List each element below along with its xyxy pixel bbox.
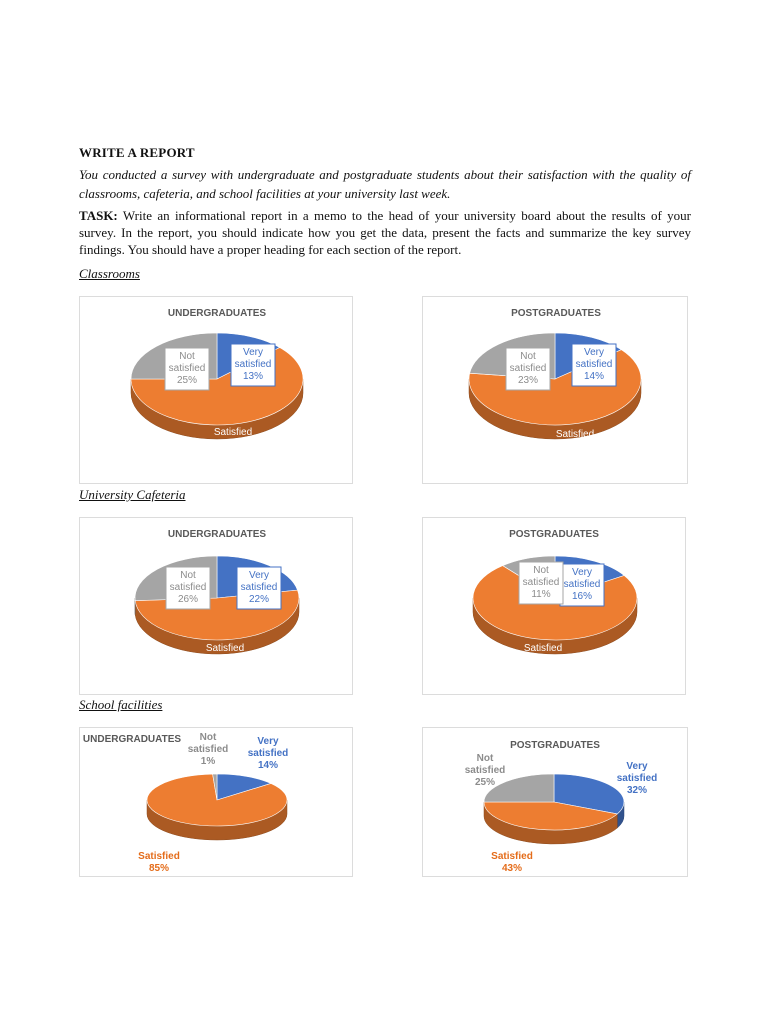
data-label-line: Very xyxy=(248,570,270,581)
data-label-not-satisfied xyxy=(165,348,209,390)
data-label-line: satisfied xyxy=(464,765,506,776)
data-label-satisfied xyxy=(491,851,533,874)
data-label-line: satisfied xyxy=(522,577,560,588)
data-label-line: Satisfied xyxy=(491,851,533,862)
data-label-very-satisfied xyxy=(237,567,281,609)
chart-cafeteria-postgraduates xyxy=(422,517,686,695)
data-label-line: 26% xyxy=(177,594,199,605)
data-label-not-satisfied xyxy=(519,562,563,604)
data-label-line: Very xyxy=(571,567,593,578)
chart-classrooms-undergraduates xyxy=(79,296,353,484)
data-label-line: Not xyxy=(533,565,549,576)
data-label-line: Not xyxy=(179,351,195,362)
data-label-not-satisfied xyxy=(188,732,229,767)
chart-title: UNDERGRADUATES xyxy=(82,734,182,745)
data-label-not-satisfied xyxy=(465,753,506,788)
data-label-line: 62% xyxy=(222,439,244,450)
data-label-line: satisfied xyxy=(168,363,206,374)
task-text: Write an informational report in a memo to the head of your university board about the results of your survey. In the report, you should indicate how you get the data, present the facts and summarize the key survey findings. You should have a proper heading for each section of the report. xyxy=(79,208,691,257)
pie-chart-svg xyxy=(80,297,354,485)
data-label-line: Not xyxy=(180,570,196,581)
section-title-cafeteria: University Cafeteria xyxy=(79,487,186,502)
pie-chart-svg xyxy=(423,728,689,878)
data-label-line: Satisfied xyxy=(523,643,563,654)
chart-facilities-postgraduates xyxy=(422,727,688,877)
chart-classrooms-postgraduates xyxy=(422,296,688,484)
data-label-line: satisfied xyxy=(247,748,289,759)
data-label-line: 23% xyxy=(517,375,539,386)
chart-title: POSTGRADUATES xyxy=(510,740,600,751)
data-label-line: Not xyxy=(520,351,536,362)
data-label-line: Not xyxy=(476,753,494,764)
task-paragraph xyxy=(79,207,691,258)
data-label-line: Not xyxy=(199,732,217,743)
data-label-line: Very xyxy=(257,736,279,747)
data-label-line: Satisfied xyxy=(555,429,595,440)
pie-chart-svg xyxy=(80,518,354,696)
data-label-line: 43% xyxy=(501,863,523,874)
intro-paragraph: You conducted a survey with undergraduate and postgraduate students about their satisfaction with the quality of classrooms, cafeteria, and school facilities at your university last week. xyxy=(79,167,691,201)
task-label: TASK: xyxy=(79,208,118,223)
data-label-line: 85% xyxy=(148,863,170,874)
pie-chart-svg xyxy=(423,297,689,485)
data-label-line: Satisfied xyxy=(213,427,253,438)
chart-title: UNDERGRADUATES xyxy=(167,529,267,540)
data-label-very-satisfied xyxy=(560,564,604,606)
data-label-line: 14% xyxy=(583,371,605,382)
data-label-satisfied xyxy=(556,429,594,452)
chart-facilities-undergraduates xyxy=(79,727,353,877)
data-label-line: Satisfied xyxy=(138,851,180,862)
data-label-satisfied xyxy=(138,851,180,874)
data-label-line: 32% xyxy=(626,785,648,796)
data-label-line: Very xyxy=(626,761,648,772)
data-label-line: Very xyxy=(583,347,605,358)
data-label-very-satisfied xyxy=(231,344,275,386)
data-label-line: satisfied xyxy=(169,582,207,593)
chart-title: POSTGRADUATES xyxy=(509,529,599,540)
data-label-very-satisfied xyxy=(248,736,289,771)
section-title-facilities: School facilities xyxy=(79,697,163,712)
data-label-line: 16% xyxy=(571,591,593,602)
data-label-line: satisfied xyxy=(240,582,278,593)
data-label-line: 73% xyxy=(532,655,554,666)
data-label-line: 1% xyxy=(200,756,216,767)
data-label-line: satisfied xyxy=(234,359,272,370)
data-label-line: Satisfied xyxy=(205,643,245,654)
data-label-very-satisfied xyxy=(617,761,658,796)
chart-cafeteria-undergraduates xyxy=(79,517,353,695)
data-label-satisfied xyxy=(206,643,244,666)
data-label-line: 13% xyxy=(242,371,264,382)
data-label-not-satisfied xyxy=(166,567,210,609)
data-label-very-satisfied xyxy=(572,344,616,386)
data-label-satisfied xyxy=(524,643,562,666)
data-label-not-satisfied xyxy=(506,348,550,390)
report-heading: WRITE A REPORT xyxy=(79,145,195,160)
data-label-line: 63% xyxy=(564,441,586,452)
data-label-line: 11% xyxy=(531,589,551,600)
chart-title: POSTGRADUATES xyxy=(511,308,601,319)
data-label-line: satisfied xyxy=(187,744,229,755)
data-label-line: satisfied xyxy=(509,363,547,374)
data-label-line: satisfied xyxy=(616,773,658,784)
chart-title: UNDERGRADUATES xyxy=(167,308,267,319)
data-label-line: satisfied xyxy=(575,359,613,370)
data-label-line: satisfied xyxy=(563,579,601,590)
data-label-line: 52% xyxy=(214,655,236,666)
pie-chart-svg xyxy=(423,518,687,696)
pie-chart-svg xyxy=(80,728,354,878)
data-label-line: 25% xyxy=(176,375,198,386)
data-label-line: 25% xyxy=(474,777,496,788)
data-label-line: 14% xyxy=(257,760,279,771)
data-label-line: Very xyxy=(242,347,264,358)
data-label-line: 22% xyxy=(248,594,270,605)
section-title-classrooms: Classrooms xyxy=(79,266,140,281)
